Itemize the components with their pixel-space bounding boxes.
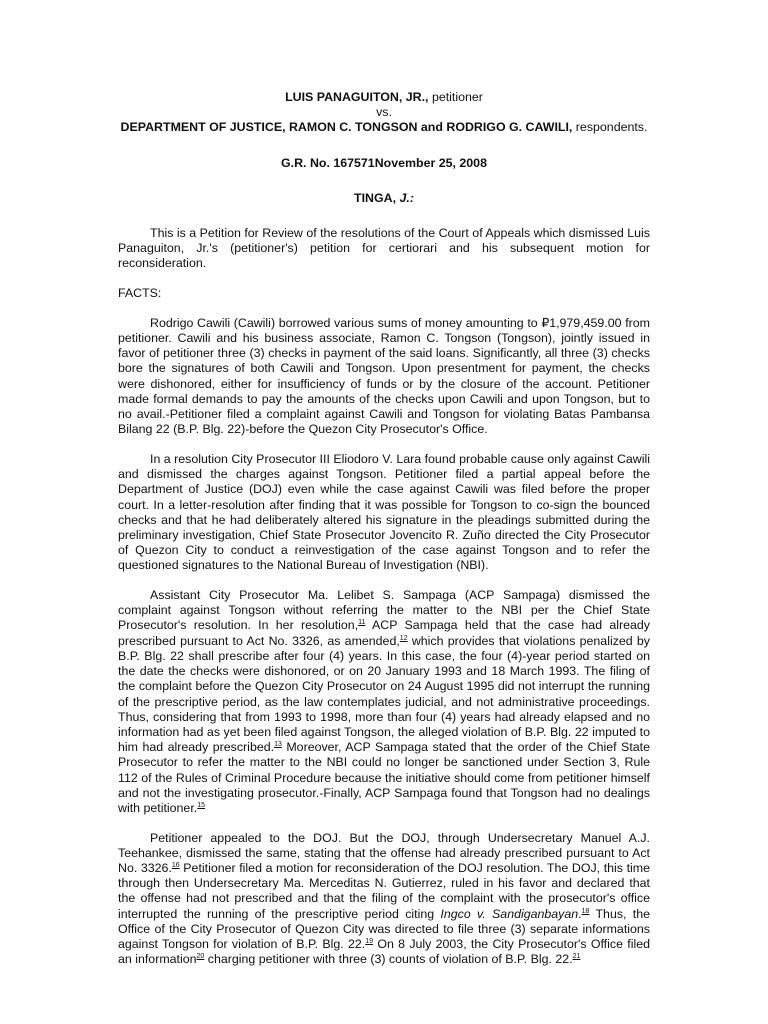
- respondents-line: [118, 120, 650, 135]
- text-run: Petitioner filed a motion for reconsideration of the DOJ resolution. The DOJ, this time through then Undersecretary Ma. Merceditas N. Gutierrez, ruled in his favor and declared that the offense had not prescribed and that the filing of the complaint with the prosecutor's office interrupted the running of the prescriptive period citing: [118, 861, 650, 921]
- footnote-link[interactable]: 13: [274, 740, 282, 748]
- case-caption: [118, 90, 650, 206]
- petitioner-role: petitioner: [428, 90, 483, 104]
- paragraph-4: [118, 831, 650, 968]
- ponente: [118, 191, 650, 206]
- footnote-link[interactable]: 19: [365, 937, 374, 945]
- case-citation: Ingco v. Sandiganbayan: [440, 906, 579, 921]
- footnote-link[interactable]: 21: [572, 953, 581, 961]
- versus-label: vs.: [376, 105, 392, 120]
- paragraph-2: In a resolution City Prosecutor III Eliodoro V. Lara found probable cause only against Cawili and dismissed the charges against Tongson. Petitioner filed a partial appeal before the Department of Justice (DOJ) even while the case against Cawili was filed before the proper court. In a letter-resolution after finding that it was possible for Tongson to co-sign the bounced checks and that he had deliberately altered his signature in the pleadings submitted during the preliminary investigation, Chief State Prosecutor Jovencito R. Zuño directed the City Prosecutor of Quezon City to conduct a reinvestigation of the case against Tongson and to refer the questioned signatures to the National Bureau of Investigation (NBI).: [118, 451, 650, 573]
- text-run: Moreover, ACP Sampaga stated that the order of the Chief State Prosecutor to refer the matter to the NBI could no longer be sanctioned under Section 3, Rule 112 of the Rules of Criminal Procedure because the initiative should come from petitioner himself and not the investigating prosecutor.-Finally, ACP Sampaga found that Tongson had no dealings with petitioner.: [118, 740, 650, 815]
- gr-number: G.R. No. 167571November 25, 2008: [281, 155, 487, 170]
- text-run: Petitioner appealed to the DOJ. But the DOJ, through Undersecretary Manuel A.J. Teehankee, dismissed the same, stating that the offense had already prescribed pursuant to Act No. 3326.: [118, 830, 650, 876]
- text-run: .: [578, 906, 582, 921]
- ponente-name: TINGA,: [354, 190, 400, 205]
- ponente-title: J.:: [399, 190, 414, 205]
- footnote-link[interactable]: 18: [581, 907, 590, 915]
- text-run: which provides that violations penalized by B.P. Blg. 22 shall prescribe after four (4) years. In this case, the four (4)-year period started on the date the checks were dishonored, or on 20 January 1993 and 18 March 1993. The filing of the complaint before the Quezon City Prosecutor on 24 August 1995 did not interrupt the running of the prescriptive period, as the law contemplates judicial, and not administrative proceedings. Thus, considering that from 1993 to 1998, more than four (4) years had already elapsed and no information had as yet been filed against Tongson, the alleged violation of B.P. Blg. 22 imputed to him had already prescribed.: [118, 633, 650, 755]
- respondents-names: DEPARTMENT OF JUSTICE, RAMON C. TONGSON and RODRIGO G. CAWILI,: [120, 120, 573, 135]
- text-run: Assistant City Prosecutor Ma. Lelibet S. Sampaga (ACP Sampaga) dismissed the complaint against Tongson without referring the matter to the NBI per the Chief State Prosecutor's resolution. In her resolution,: [118, 588, 650, 633]
- petitioner-line: [118, 90, 650, 105]
- paragraph-3: [118, 588, 650, 816]
- footnote-link[interactable]: 16: [171, 861, 180, 869]
- intro-paragraph: This is a Petition for Review of the resolutions of the Court of Appeals which dismissed Luis Panaguiton, Jr.'s (petitioner's) petition for certiorari and his subsequent motion for reconsideration.: [118, 226, 650, 271]
- text-run: On 8 July 2003, the City Prosecutor's Office filed an information: [118, 937, 650, 967]
- footnote-link[interactable]: 11: [358, 619, 366, 627]
- text-run: ACP Sampaga held that the case had already prescribed pursuant to Act No. 3326, as amended,: [118, 618, 650, 648]
- text-run: Thus, the Office of the City Prosecutor of Quezon City was directed to file three (3) separate informations against Tongson for violation of B.P. Blg. 22.: [118, 906, 650, 952]
- footnote-link[interactable]: 20: [196, 953, 205, 961]
- footnote-link[interactable]: 12: [399, 634, 408, 642]
- footnote-link[interactable]: 15: [197, 801, 206, 809]
- petitioner-name: LUIS PANAGUITON, JR.,: [285, 90, 429, 104]
- respondents-role: respondents.: [572, 120, 648, 135]
- paragraph-1: Rodrigo Cawili (Cawili) borrowed various sums of money amounting to ₽1,979,459.00 from petitioner. Cawili and his business associate, Ramon C. Tongson (Tongson), jointly issued in favor of petitioner three (3) checks in payment of the said loans. Significantly, all three (3) checks bore the signatures of both Cawili and Tongson. Upon presentment for payment, the checks were dishonored, either for insufficiency of funds or by the closure of the account. Petitioner made formal demands to pay the amounts of the checks upon Cawili and upon Tongson, but to no avail.-Petitioner filed a complaint against Cawili and Tongson for violating Batas Pambansa Bilang 22 (B.P. Blg. 22)-before the Quezon City Prosecutor's Office.: [118, 315, 650, 437]
- text-run: charging petitioner with three (3) counts of violation of B.P. Blg. 22.: [204, 952, 573, 967]
- facts-heading: FACTS:: [118, 286, 162, 301]
